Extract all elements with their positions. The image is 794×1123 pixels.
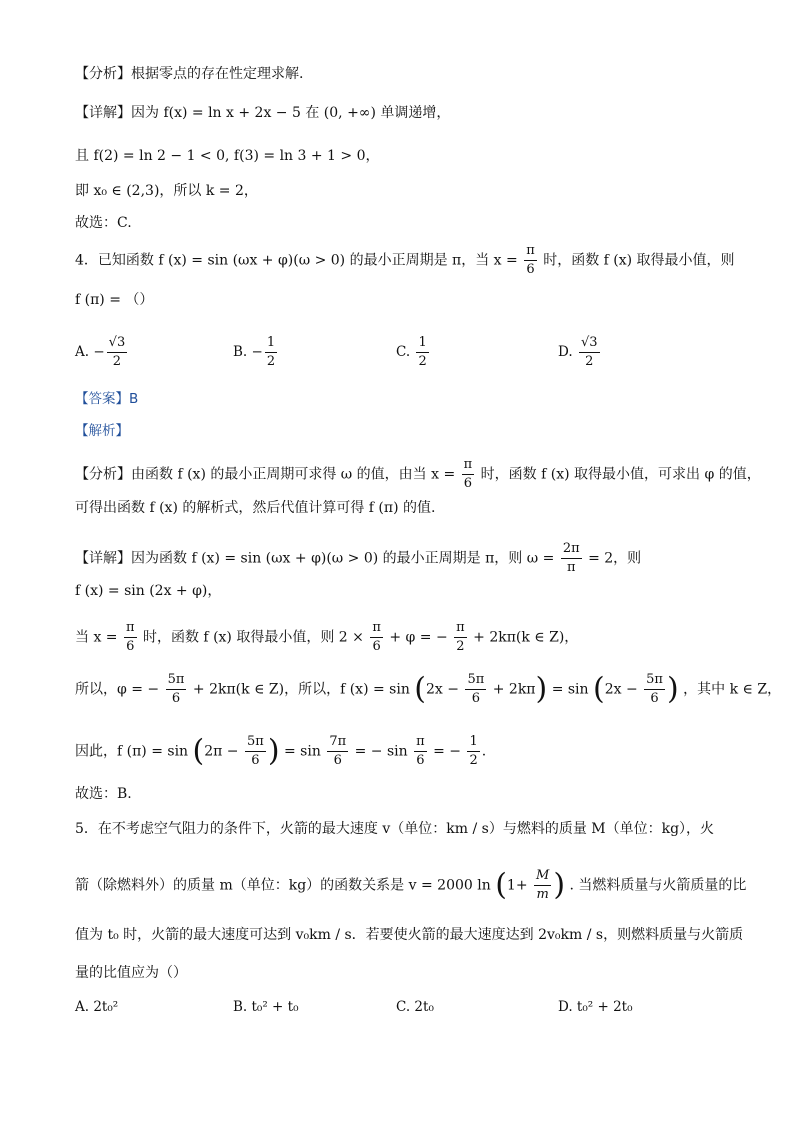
frac-num: π (124, 619, 137, 638)
q5-stem2-b: 1+ (506, 877, 528, 894)
q4-analysis-frac (462, 456, 475, 493)
q4-when-d: + 2kπ(k ∈ Z)， (473, 629, 579, 646)
right-paren: ) (267, 733, 280, 769)
frac-num: 5π (465, 671, 486, 690)
q5-option-a: A. 2t₀² (75, 999, 119, 1015)
q3-line3: 即 x₀ ∈ (2,3)，所以 k = 2， (75, 183, 258, 199)
q4-hence-c: = sin (284, 743, 321, 760)
option-frac (579, 334, 600, 371)
q4-hence-frac3 (414, 733, 427, 770)
q4-so-frac2 (465, 671, 486, 708)
q4-answer: 【答案】B (75, 391, 139, 407)
q4-hence-frac2 (327, 733, 348, 770)
frac-num: π (454, 619, 467, 638)
frac-num: 5π (245, 733, 266, 752)
frac-den: 6 (372, 639, 381, 654)
left-paren: ( (414, 671, 427, 707)
q4-so-e: = sin (551, 681, 589, 698)
q5-stem4: 量的比值应为（） (75, 965, 187, 981)
q4-option-b (233, 334, 279, 371)
frac-den: 6 (471, 691, 480, 706)
q4-hence-line (75, 733, 486, 770)
frac-num: 5π (644, 671, 665, 690)
q4-detail-line1 (75, 540, 641, 577)
q4-so-a: 所以，φ = − (75, 681, 160, 698)
q4-hence-f: . (481, 743, 487, 760)
q4-when-frac (124, 619, 137, 656)
option-label: A. (75, 344, 90, 360)
q4-option-a (75, 334, 129, 371)
q4-detail-a: 【详解】因为函数 f (x) = sin (ωx + φ)(ω > 0) 的最小正周期是 π，则 ω = (75, 550, 555, 567)
right-paren: ) (553, 867, 566, 903)
q3-analysis: 【分析】根据零点的存在性定理求解. (75, 66, 304, 82)
frac-den: 2 (418, 354, 427, 369)
right-paren: ) (666, 671, 679, 707)
option-frac (107, 334, 128, 371)
q4-hence-b: 2π − (204, 743, 239, 760)
q4-when-c: + φ = − (389, 629, 448, 646)
q4-when-frac2 (370, 619, 383, 656)
left-paren: ( (495, 867, 507, 903)
option-label: B. (233, 344, 248, 360)
frac-den: 6 (171, 691, 181, 706)
frac-num: 5π (166, 671, 187, 690)
q4-option-d (558, 334, 602, 371)
q4-so-frac3 (644, 671, 665, 708)
q4-analysis-a: 【分析】由函数 f (x) 的最小正周期可求得 ω 的值，由当 x = (75, 466, 456, 483)
frac-num: π (462, 456, 475, 475)
q4-hence-a: 因此，f (π) = sin (75, 743, 189, 760)
frac-den: π (566, 560, 576, 575)
q4-jiexi: 【解析】 (75, 423, 129, 439)
q5-stem1: 5．在不考虑空气阻力的条件下，火箭的最大速度 v（单位：km / s）与燃料的质量 M（单位：kg），火 (75, 821, 715, 837)
frac-num: 1 (467, 733, 479, 752)
q4-when-frac3 (454, 619, 467, 656)
q4-detail-b: = 2，则 (588, 550, 642, 567)
frac-num: 7π (327, 733, 348, 752)
q5-stem2-a: 箭（除燃料外）的质量 m（单位：kg）的函数关系是 v = 2000 ln (75, 877, 491, 894)
q4-when-line (75, 619, 578, 656)
frac-num: 1 (416, 334, 428, 353)
q4-when-b: 时，函数 f (x) 取得最小值，则 2 × (142, 629, 364, 646)
q4-so-c: 2x − (426, 681, 459, 698)
q5-stem2-c: . 当燃料质量与火箭质量的比 (569, 877, 747, 894)
frac-den: 6 (650, 691, 659, 706)
frac-den: m (536, 887, 549, 902)
q5-stem2 (75, 867, 746, 904)
q4-stem (75, 242, 735, 279)
frac-den: 2 (456, 639, 465, 654)
frac-den: 6 (416, 753, 425, 768)
left-paren: ( (593, 671, 605, 707)
frac-num: √3 (107, 334, 128, 353)
frac-num: π (414, 733, 427, 752)
q4-so-b: + 2kπ(k ∈ Z)，所以，f (x) = sin (192, 681, 410, 698)
left-paren: ( (192, 733, 205, 769)
q4-hence-frac4 (467, 733, 479, 770)
q4-option-c (396, 334, 431, 371)
frac-den: 2 (469, 753, 478, 768)
frac-num: √3 (579, 334, 600, 353)
q4-so-f: 2x − (604, 681, 638, 698)
frac-num: 1 (265, 334, 277, 353)
frac-num: π (370, 619, 383, 638)
q4-analysis-c: 可得出函数 f (x) 的解析式，然后代值计算可得 f (π) 的值. (75, 500, 436, 516)
q4-so-d: + 2kπ (492, 681, 536, 698)
frac-den: 2 (266, 354, 276, 369)
q4-detail-frac (561, 540, 582, 577)
q4-stem-frac (524, 242, 537, 279)
q4-choose: 故选：B. (75, 786, 132, 802)
q5-option-d: D. t₀² + 2t₀ (558, 999, 633, 1015)
frac-num: 2π (561, 540, 582, 559)
q4-so-line (75, 671, 781, 708)
q3-line2: 且 f(2) = ln 2 − 1 < 0, f(3) = ln 3 + 1 > 0， (75, 148, 380, 164)
option-frac (265, 334, 277, 371)
q3-choose: 故选：C. (75, 215, 132, 231)
option-sign: − (93, 344, 105, 360)
q4-stem-b: 时，函数 f (x) 取得最小值，则 (543, 252, 735, 269)
q4-hence-e: = − (433, 743, 462, 760)
q4-so-frac (166, 671, 187, 708)
frac-den: 6 (463, 476, 473, 491)
q4-analysis-b: 时，函数 f (x) 取得最小值，可求出 φ 的值， (480, 466, 761, 483)
frac-num: M (534, 867, 551, 886)
frac-den: 2 (585, 354, 594, 369)
q4-hence-frac (245, 733, 266, 770)
q3-detail: 【详解】因为 f(x) = ln x + 2x − 5 在 (0, +∞) 单调递增， (75, 105, 451, 121)
option-label: C. (396, 344, 411, 360)
right-paren: ) (535, 671, 548, 707)
q5-option-b: B. t₀² + t₀ (233, 999, 299, 1015)
q4-when-a: 当 x = (75, 629, 118, 646)
q4-line-fx: f (x) = sin (2x + φ)， (75, 583, 222, 599)
q4-stem-c: f (π) = （） (75, 292, 154, 308)
q4-analysis-line1 (75, 456, 761, 493)
frac-den: 6 (333, 753, 342, 768)
q4-hence-d: = − sin (354, 743, 408, 760)
q4-stem-a: 4．已知函数 f (x) = sin (ωx + φ)(ω > 0) 的最小正周期是 π，当 x = (75, 252, 518, 269)
option-frac (416, 334, 428, 371)
frac-den: 6 (526, 262, 535, 277)
option-sign: − (251, 344, 263, 360)
q5-stem3: 值为 t₀ 时，火箭的最大速度可达到 v₀km / s．若要使火箭的最大速度达到 2v₀km / s，则燃料质量与火箭质 (75, 927, 744, 943)
option-label: D. (558, 344, 573, 360)
q5-option-c: C. 2t₀ (396, 999, 434, 1015)
frac-den: 6 (126, 639, 135, 654)
q5-stem2-frac (534, 867, 551, 904)
frac-den: 6 (251, 753, 260, 768)
frac-num: π (524, 242, 537, 261)
q4-so-g: ，其中 k ∈ Z， (683, 681, 782, 698)
frac-den: 2 (112, 354, 122, 369)
